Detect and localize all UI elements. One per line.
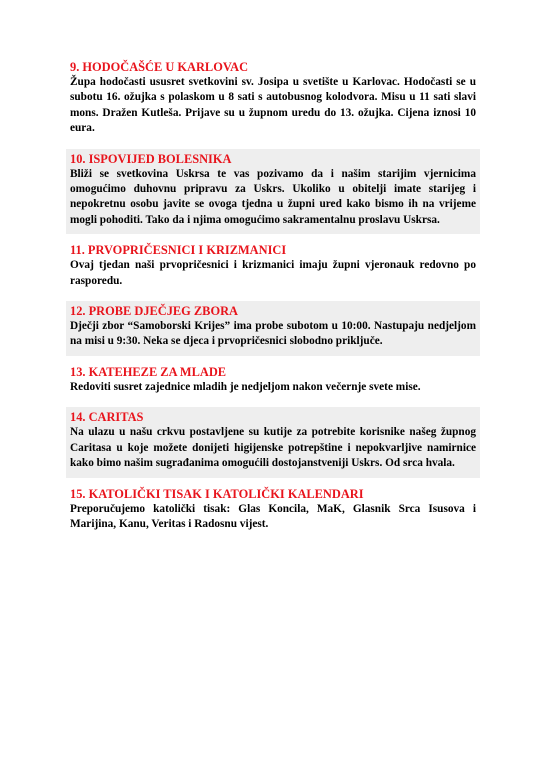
section-text: Redoviti susret zajednice mladih je nedjeljom nakon večernje svete mise. [70,380,421,393]
section-youth-catechesis [66,362,480,401]
section-text: Dječji zbor “Samoborski Krijes” ima probe subotom u 10:00. Nastupaju nedjeljom na misi u 9:30. Neka se djeca i prvopričesnici slobodno priključe. [70,320,476,348]
section-children-choir [66,301,480,356]
section-heading: 13. KATEHEZE ZA MLADE [70,364,227,379]
section-heading: 9. HODOČAŠĆE U KARLOVAC [70,60,249,74]
section-text: Bliži se svetkovina Uskrsa te vas pozivamo da i našim starijim vjernicima omogućimo duhovnu pripravu za Uskrs. Ukoliko u obitelji imate starijeg i nepokretnu osobu javite se ovoga tjedna u župni ured kako bismo ih na vrijeme mogli pohoditi. Tako da i njima omogućimo sakramentalnu proslavu Uskrsa. [70,167,476,226]
section-first-communion-confirmation [66,240,480,295]
section-heading: 12. PROBE DJEČJEG ZBORA [70,304,238,319]
section-text: Župa hodočasti ususret svetkovini sv. Josipa u svetište u Karlovac. Hodočasti se u subotu 16. ožujka s polaskom u 8 sati s autobusnog kolodvora. Misu u 11 sati slavi mons. Dražen Kutleša. Prijave su u župnom uredu do 13. ožujka. Cijena iznosi 10 eura. [70,76,476,135]
section-text: Preporučujemo katolički tisak: Glas Koncila, MaK, Glasnik Srca Isusova i Marijina, Kanu, Veritas i Radosnu vijest. [70,502,476,530]
section-heading: 11. PRVOPRIČESNICI I KRIZMANICI [70,243,287,258]
section-pilgrimage-karlovac [66,57,480,143]
section-caritas [66,407,480,477]
section-catholic-press [66,484,480,539]
section-confession-sick [66,149,480,235]
section-heading: 14. CARITAS [70,410,144,425]
section-heading: 10. ISPOVIJED BOLESNIKA [70,151,232,166]
section-text: Ovaj tjedan naši prvopričesnici i krizmanici imaju župni vjeronauk redovno po rasporedu. [70,259,476,287]
section-heading: 15. KATOLIČKI TISAK I KATOLIČKI KALENDARI [70,486,364,501]
bulletin-page [66,57,480,544]
section-text: Na ulazu u našu crkvu postavljene su kutije za potrebite korisnike našeg župnog Caritasa u koje možete donijeti higijenske potrepštine i nepokvarljive namirnice kako bimo našim sugrađanima omogućili dostojanstveniji Uskrs. Od srca hvala. [70,426,476,470]
